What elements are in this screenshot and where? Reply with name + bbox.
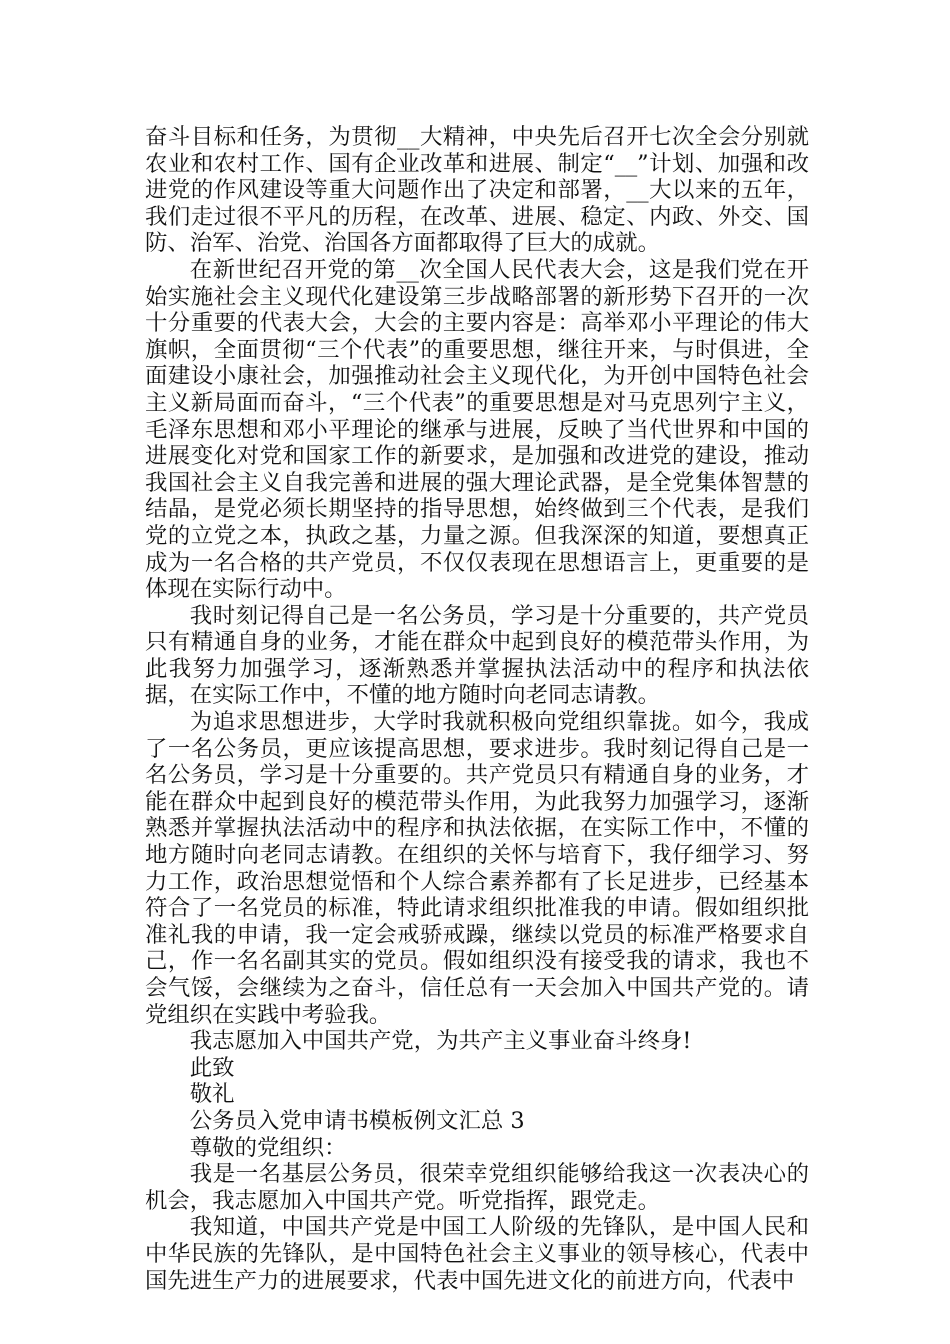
closing-line: 敬礼 (189, 1081, 235, 1108)
paragraph-continued: 奋斗目标和任务，为贯彻__大精神，中央先后召开七次全会分别就农业和农村工作、国有企业改革和进展、制定“__”计划、加强和改进党的作风建设等重大问题作出了决定和部署，__大以来的五年，我们走过很不平凡的历程，在改革、进展、稳定、内政、外交、国防、治军、治党、治国各方面都取得了巨大的成就。 (145, 124, 809, 257)
pledge-line: 我志愿加入中国共产党，为共产主义事业奋斗终身! (189, 1028, 692, 1055)
closing-line: 此致 (189, 1054, 235, 1081)
paragraph: 我知道，中国共产党是中国工人阶级的先锋队，是中国人民和中华民族的先锋队，是中国特色社会主义事业的领导核心，代表中国先进生产力的进展要求，代表中国先进文化的前进方向，代表中 (145, 1214, 809, 1294)
paragraph: 为追求思想进步，大学时我就积极向党组织靠拢。如今，我成了一名公务员，更应该提高思想，要求进步。我时刻记得自己是一名公务员，学习是十分重要的。共产党员只有精通自身的业务，才能在群众中起到良好的模范带头作用，为此我努力加强学习，逐渐熟悉并掌握执法活动中的程序和执法依据，在实际工作中，不懂的地方随时向老同志请教。在组织的关怀与培育下，我仔细学习、努力工作，政治思想觉悟和个人综合素养都有了长足进步，已经基本符合了一名党员的标准，特此请求组织批准我的申请。假如组织批准礼我的申请，我一定会戒骄戒躁，继续以党员的标准严格要求自己，作一名名副其实的党员。假如组织没有接受我的请求，我也不会气馁，会继续为之奋斗，信任总有一天会加入中国共产党的。请党组织在实践中考验我。 (145, 709, 809, 1028)
paragraph: 我是一名基层公务员，很荣幸党组织能够给我这一次表决心的机会，我志愿加入中国共产党。听党指挥，跟党走。 (145, 1161, 809, 1214)
paragraph: 在新世纪召开党的第__次全国人民代表大会，这是我们党在开始实施社会主义现代化建设第三步战略部署的新形势下召开的一次十分重要的代表大会，大会的主要内容是：高举邓小平理论的伟大旗帜，全面贯彻“三个代表”的重要思想，继往开来，与时俱进，全面建设小康社会，加强推动社会主义现代化，为开创中国特色社会主义新局面而奋斗，“三个代表”的重要思想是对马克思列宁主义，毛泽东思想和邓小平理论的继承与进展，反映了当代世界和中国的进展变化对党和国家工作的新要求，是加强和改进党的建设，推动我国社会主义自我完善和进展的强大理论武器，是全党集体智慧的结晶，是党必须长期坚持的指导思想，始终做到三个代表，是我们党的立党之本，执政之基，力量之源。但我深深的知道，要想真正成为一名合格的共产党员，不仅仅表现在思想语言上，更重要的是体现在实际行动中。 (145, 256, 809, 603)
document-body (145, 124, 809, 1294)
salutation: 尊敬的党组织： (189, 1134, 347, 1161)
section-title: 公务员入党申请书模板例文汇总 3 (189, 1107, 525, 1134)
paragraph: 我时刻记得自己是一名公务员，学习是十分重要的，共产党员只有精通自身的业务，才能在群众中起到良好的模范带头作用，为此我努力加强学习，逐渐熟悉并掌握执法活动中的程序和执法依据，在实际工作中，不懂的地方随时向老同志请教。 (145, 602, 809, 709)
